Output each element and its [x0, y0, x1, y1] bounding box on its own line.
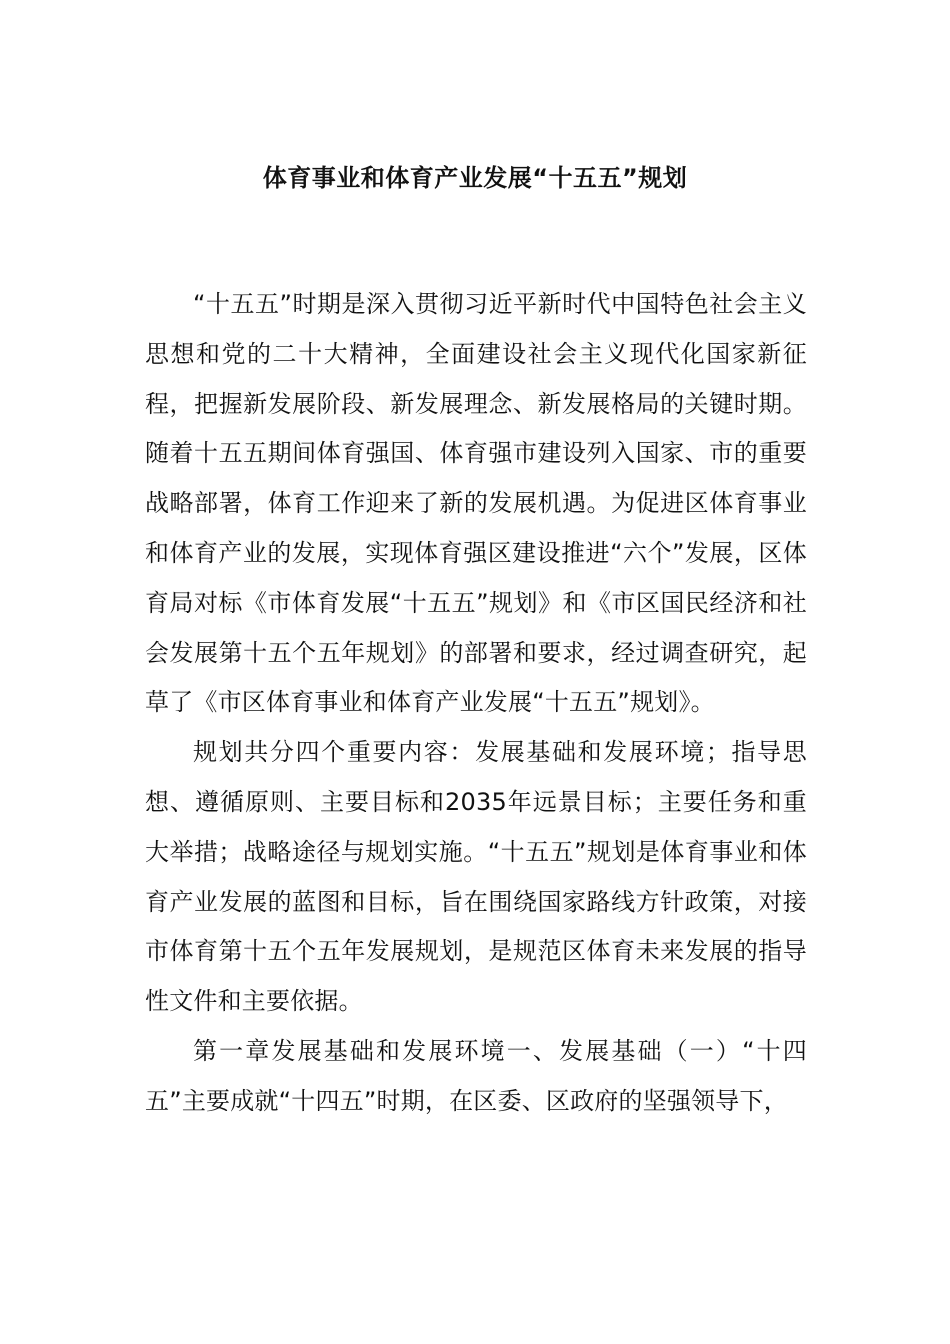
paragraph-plan-contents: 规划共分四个重要内容：发展基础和发展环境；指导思想、遵循原则、主要目标和2035年远景目标；主要任务和重大举措；战略途径与规划实施。“十五五”规划是体育事业和体育产业发展的蓝图和目标，旨在围绕国家路线方针政策，对接市体育第十五个五年发展规划，是规范区体育未来发展的指导性文件和主要依据。 — [145, 738, 807, 1016]
paragraph-chapter-one: 第一章发展基础和发展环境一、发展基础（一）“十四五”主要成就“十四五”时期，在区委、区政府的坚强领导下， — [145, 1036, 807, 1115]
document-title: 体育事业和体育产业发展“十五五”规划 — [262, 164, 688, 192]
document-body — [145, 280, 807, 1127]
paragraph-intro: “十五五”时期是深入贯彻习近平新时代中国特色社会主义思想和党的二十大精神，全面建设社会主义现代化国家新征程，把握新发展阶段、新发展理念、新发展格局的关键时期。随着十五五期间体育强国、体育强市建设列入国家、市的重要战略部署，体育工作迎来了新的发展机遇。为促进区体育事业和体育产业的发展，实现体育强区建设推进“六个”发展，区体育局对标《市体育发展“十五五”规划》和《市区国民经济和社会发展第十五个五年规划》的部署和要求，经过调查研究，起草了《市区体育事业和体育产业发展“十五五”规划》。 — [145, 290, 807, 717]
